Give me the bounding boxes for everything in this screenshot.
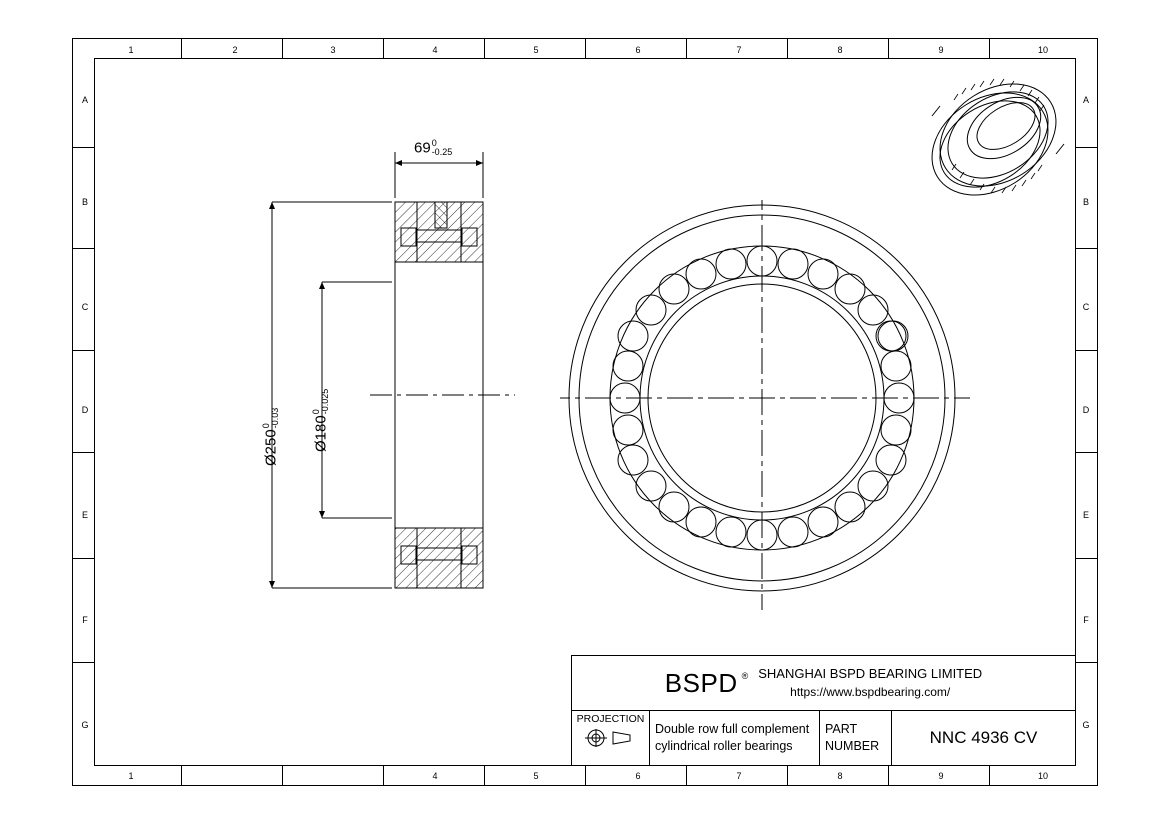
zone-label-right: E: [1082, 510, 1089, 520]
zone-label-left: A: [81, 95, 88, 105]
company-name: SHANGHAI BSPD BEARING LIMITED: [758, 665, 983, 681]
zone-label-top: 3: [330, 45, 336, 55]
zone-label-right: G: [1082, 720, 1090, 730]
zone-label-right: D: [1082, 405, 1090, 415]
zone-label-left: B: [81, 197, 88, 207]
zone-label-top: 8: [837, 45, 843, 55]
part-label-line-1: PART: [825, 722, 858, 737]
zone-label-bottom: 4: [432, 771, 438, 781]
bearing-isometric-view: [918, 60, 1078, 210]
zone-label-top: 10: [1037, 45, 1048, 55]
brand-name: BSPD: [664, 667, 738, 698]
zone-label-bottom: 10: [1037, 771, 1048, 781]
title-block-header: [572, 656, 1075, 711]
zone-label-right: C: [1082, 302, 1090, 312]
dimension-width: [414, 139, 452, 158]
zone-label-bottom: 7: [736, 771, 742, 781]
registered-mark-icon: ®: [741, 670, 749, 681]
dimension-outer-diameter-tolerance: 0 -0.03: [261, 407, 281, 429]
zone-label-top: 7: [736, 45, 742, 55]
zone-label-left: D: [81, 405, 89, 415]
zone-label-top: 5: [533, 45, 539, 55]
dimension-bore-diameter: [312, 389, 331, 452]
zone-label-right: B: [1082, 197, 1089, 207]
part-number-value-cell: NNC 4936 CV: [929, 728, 1038, 747]
zone-label-top: 4: [432, 45, 438, 55]
zone-label-left: C: [81, 302, 89, 312]
zone-label-top: 2: [232, 45, 238, 55]
part-label-line-2: NUMBER: [825, 739, 880, 753]
zone-label-left: E: [81, 510, 88, 520]
description-line-2: cylindrical roller bearings: [655, 739, 793, 753]
zone-label-bottom: 9: [938, 771, 944, 781]
dimension-lines: [230, 110, 530, 620]
zone-label-right: F: [1083, 615, 1089, 625]
first-angle-projection-icon: [583, 728, 639, 753]
zone-label-top: 9: [938, 45, 944, 55]
projection-cell: [572, 711, 650, 765]
company-website: https://www.bspdbearing.com/: [790, 684, 951, 699]
zone-label-bottom: 6: [635, 771, 641, 781]
zone-label-top: 1: [128, 45, 134, 55]
zone-label-bottom: 8: [837, 771, 843, 781]
title-block-body: [572, 711, 1075, 765]
description-line-1: Double row full complement: [655, 722, 810, 737]
zone-label-left: F: [82, 615, 88, 625]
brand-group: [665, 668, 748, 699]
title-block: [571, 655, 1076, 766]
dimension-bore-diameter-value: Ø180: [312, 415, 330, 452]
projection-label: PROJECTION: [576, 713, 645, 725]
zone-label-left: G: [81, 720, 89, 730]
dimension-outer-diameter: [262, 408, 281, 466]
zone-label-right: A: [1082, 95, 1089, 105]
company-info: [758, 665, 982, 701]
dimension-bore-diameter-tolerance: 0 -0.025: [311, 388, 331, 415]
product-description-cell: [650, 711, 820, 765]
part-number-label-cell: [820, 711, 892, 765]
zone-label-top: 6: [635, 45, 641, 55]
bearing-front-view: [560, 200, 970, 610]
zone-label-bottom: 1: [128, 771, 134, 781]
zone-label-bottom: 5: [533, 771, 539, 781]
dimension-width-value: 69: [414, 139, 431, 157]
dimension-width-tolerance: 0 -0.25: [431, 138, 453, 158]
dimension-outer-diameter-value: Ø250: [262, 429, 280, 466]
